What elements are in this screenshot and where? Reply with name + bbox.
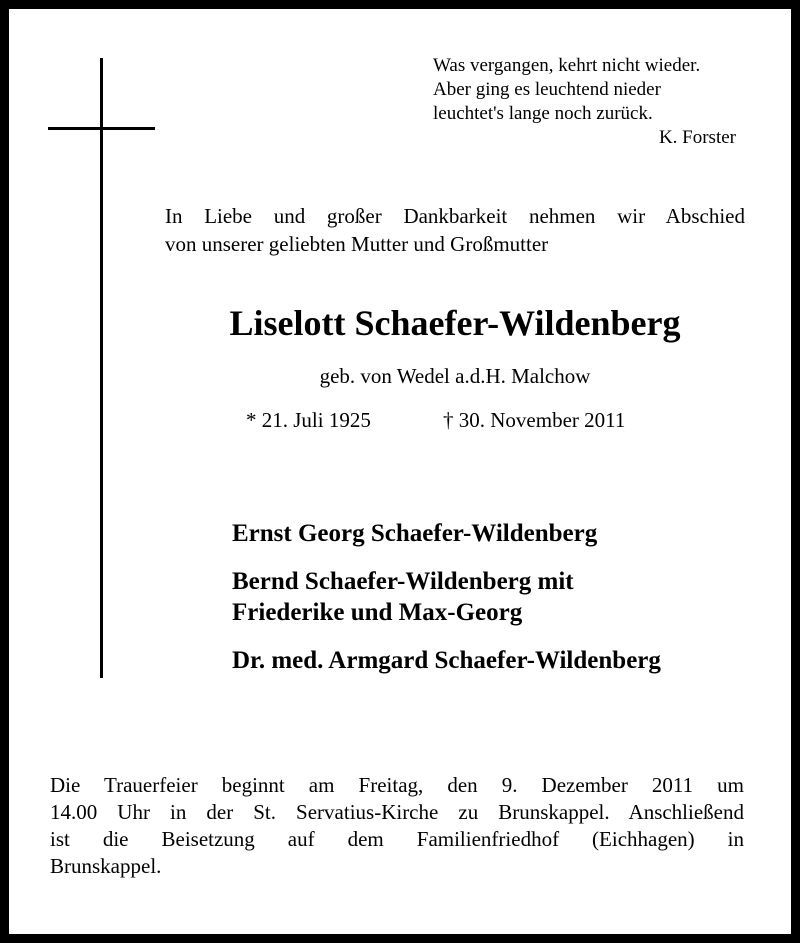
mourners-list bbox=[232, 518, 661, 693]
mourner-entry bbox=[232, 645, 661, 676]
notice-line: ist die Beisetzung auf dem Familienfriedhof (Eichhagen) in bbox=[50, 827, 744, 851]
cross-icon bbox=[100, 58, 103, 678]
mourner-entry bbox=[232, 518, 661, 549]
farewell-line: In Liebe und großer Dankbarkeit nehmen wir Abschied bbox=[165, 204, 745, 228]
farewell-text bbox=[165, 202, 745, 258]
poem-quote bbox=[433, 54, 736, 150]
funeral-notice bbox=[50, 772, 744, 880]
birth-name: geb. von Wedel a.d.H. Malchow bbox=[319, 364, 591, 388]
death-date: † 30. November 2011 bbox=[443, 408, 626, 432]
mourner-line: Bernd Schaefer-Wildenberg mit bbox=[232, 568, 574, 595]
notice-line: 14.00 Uhr in der St. Servatius-Kirche zu Brunskappel. Anschließend bbox=[50, 800, 744, 824]
notice-line: Die Trauerfeier beginnt am Freitag, den 9. Dezember 2011 um bbox=[50, 773, 744, 797]
mourner-line: Dr. med. Armgard Schaefer-Wildenberg bbox=[232, 647, 661, 674]
mourner-entry bbox=[232, 566, 661, 628]
mourner-line: Friederike und Max-Georg bbox=[232, 599, 523, 626]
poem-line: leuchtet's lange noch zurück. bbox=[433, 103, 653, 124]
farewell-line: von unserer geliebten Mutter und Großmutter bbox=[165, 232, 549, 256]
cross-icon-bar bbox=[48, 127, 155, 130]
mourner-line: Ernst Georg Schaefer-Wildenberg bbox=[232, 520, 598, 547]
poem-author: K. Forster bbox=[658, 127, 736, 148]
poem-line: Was vergangen, kehrt nicht wieder. bbox=[433, 55, 701, 76]
poem-line: Aber ging es leuchtend nieder bbox=[433, 79, 661, 100]
notice-line: Brunskappel. bbox=[50, 854, 162, 878]
deceased-name: Liselott Schaefer-Wildenberg bbox=[229, 303, 681, 343]
birth-date: * 21. Juli 1925 bbox=[246, 408, 371, 432]
